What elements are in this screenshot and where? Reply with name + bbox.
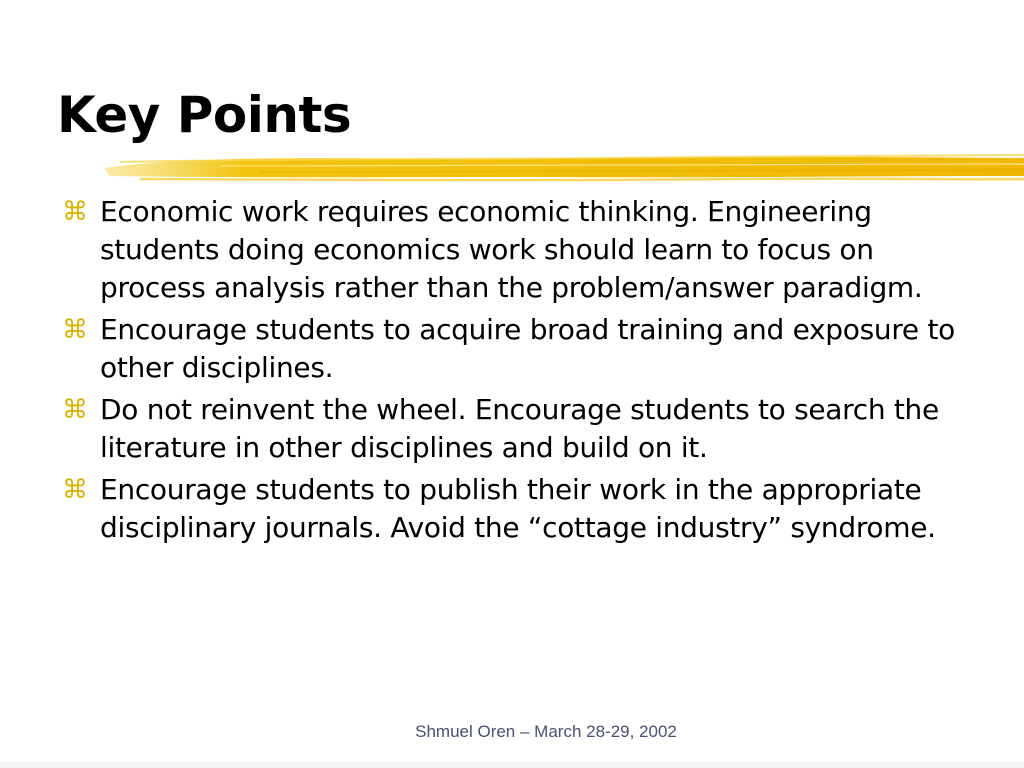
bullet-list [62,193,982,551]
list-item [62,391,982,467]
bullet-text: Economic work requires economic thinking. Engineering students doing economics work should learn to focus on process analysis rather than the problem/answer paradigm. [100,195,923,304]
bullet-text: Encourage students to publish their work in the appropriate disciplinary journals. Avoid the “cottage industry” syndrome. [100,473,936,544]
title-underline-brushstroke [100,146,1024,190]
list-item [62,193,982,307]
list-item [62,471,982,547]
bullet-text: Encourage students to acquire broad training and exposure to other disciplines. [100,313,955,384]
list-item [62,311,982,387]
slide-title: Key Points [57,86,352,144]
command-icon: ⌘ [62,315,88,345]
bottom-divider [0,762,1024,768]
command-icon: ⌘ [62,395,88,425]
slide-footer: Shmuel Oren – March 28-29, 2002 [415,722,677,741]
command-icon: ⌘ [62,475,88,505]
bullet-text: Do not reinvent the wheel. Encourage students to search the literature in other disciplines and build on it. [100,393,939,464]
command-icon: ⌘ [62,197,88,227]
